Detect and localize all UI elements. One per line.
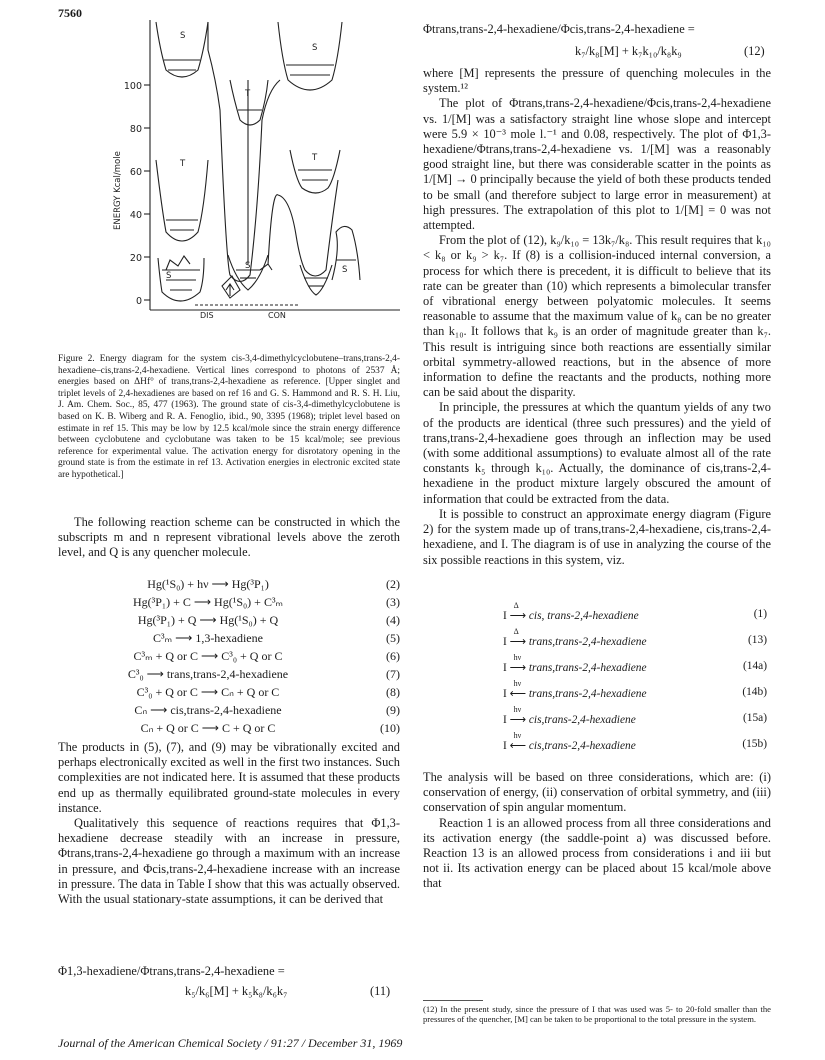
- reaction-row: I hν ⟶ trans,trans-2,4-hexadiene (14a): [503, 653, 767, 674]
- equation-11-number: (11): [370, 984, 391, 998]
- reaction-row: I hν ⟶ cis,trans-2,4-hexadiene (15a): [503, 705, 767, 726]
- equation-11-lhs: Φ1,3-hexadiene/Φtrans,trans-2,4-hexadiene =: [58, 964, 285, 978]
- paragraph: The following reaction scheme can be constructed in which the subscripts m and n represent vibrational levels above the zeroth level, and Q is any quencher molecule.: [58, 515, 400, 560]
- y-tick-label: 40: [129, 210, 142, 221]
- paragraph: The plot of Φtrans,trans-2,4-hexadiene/Φcis,trans-2,4-hexadiene vs. 1/[M] was a satisfactory straight line whose slope and intercept were 5.9 × 10⁻³ mole l.⁻¹ and 0.08, respectively. The plot of Φ1,3-hexadiene/Φtrans,trans-2,4-hexadiene vs. 1/[M] was a reasonably good straight line, but there was considerable scatter in the points as 1/[M] → 0 principally because the yield of both these products tended to be small (and therefore subject to large error in measurement) at high pressures. The extrapolation of this plot to 1/[M] = 0 was not attempted.: [423, 96, 771, 233]
- y-tick-label: 100: [123, 81, 142, 92]
- y-tick-label: 60: [129, 167, 142, 178]
- journal-footer: Journal of the American Chemical Society / 91:27 / December 31, 1969: [58, 1036, 403, 1050]
- reaction-row: I hν ⟵ cis,trans-2,4-hexadiene (15b): [503, 731, 767, 752]
- reaction-row: I Δ ⟶ trans,trans-2,4-hexadiene (13): [503, 627, 767, 648]
- figure-caption: Figure 2. Energy diagram for the system cis-3,4-dimethylcyclobutene–trans,trans-2,4-hexadiene–cis,trans-2,4-hexadiene. Vertical lines correspond to photons of 2537 Å; energies based on ΔHf° of trans,trans-2,4-hexadiene as reference. [Upper singlet and triplet levels of 2,4-hexadienes are based on ref 16 and G. S. Hammond and R. S. H. Liu, J. Am. Chem. Soc., 85, 477 (1963). The ground state of cis-3,4-dimethylcyclobutene is based on K. B. Wiberg and R. A. Fenoglio, ibid., 90, 3395 (1968); triplet level based on estimate in ref 15. This may be low by 12.5 kcal/mole since the strain energy difference between cyclobutene and cyclobutane was taken to be 15 kcal/mole; see previous reference for experimental value. The activation energy for disrotatory opening in the ground state is from the estimate in ref 13. Activation energies in electronic excited state are hypothetical.]: [58, 354, 400, 480]
- left-column: [58, 515, 400, 561]
- equation: C³₀ + Q or C ⟶ Cₙ + Q or C (8): [136, 685, 400, 699]
- state-label: S: [245, 261, 251, 271]
- left-column-lower: [58, 740, 400, 907]
- paragraph: From the plot of (12), k₉/k₁₀ = 13k₇/k₈. This result requires that k₁₀ < k₈ or k₉ > k₇. If (8) is a collision-induced internal conversion, a process for which there is precedent, it is difficult to believe that its rate can be greater than (10) which represents a bimolecular transfer of vibrational energy between polyatomic molecules. It seems reasonable to assume that the maximum value of k₈ can be no greater than k₁₀. It follows that k₉ is an order of magnitude greater than k₇. This result is intriguing since both reactions are essentially similar orbital symmetry-allowed reactions, but in the absence of more information to define the reactants and the products, nothing more can be said about the disparity.: [423, 233, 771, 400]
- footnote-rule: [423, 1000, 483, 1001]
- state-label: S: [180, 31, 186, 41]
- reaction-row: I hν ⟵ trans,trans-2,4-hexadiene (14b): [503, 679, 767, 700]
- reaction-row: I Δ ⟶ cis, trans-2,4-hexadiene (1): [503, 601, 767, 622]
- y-axis-label: ENERGY Kcal/mole: [113, 151, 123, 230]
- footnote: (12) In the present study, since the pressure of I that was used was 5- to 20-fold smaller than the pressures of the quencher, [M] can be taken to be proportional to the total pressure in the system.: [423, 1004, 771, 1025]
- right-column: [423, 66, 771, 568]
- equation-12-rhs: k₇/k₈[M] + k₇k₁₀/k₈k₉: [575, 44, 682, 58]
- equation-12-lhs: Φtrans,trans-2,4-hexadiene/Φcis,trans-2,4-hexadiene =: [423, 22, 695, 36]
- state-label: T: [180, 159, 186, 169]
- equation: Cₙ + Q or C ⟶ C + Q or C (10): [140, 721, 400, 735]
- paragraph: It is possible to construct an approximate energy diagram (Figure 2) for the system made up of trans,trans-2,4-hexadiene, cis,trans-2,4-hexadiene, and I. The diagram is of use in analyzing the course of the six possible reactions in this system, viz.: [423, 506, 771, 567]
- equation: C³₀ ⟶ trans,trans-2,4-hexadiene (7): [127, 667, 400, 681]
- paragraph: In principle, the pressures at which the quantum yields of any two of the products are identical (three such pressures) and the yield of trans,trans-2,4-hexadiene goes through an inflection may be used (with some additional assumptions) to evaluate almost all of the rate constants k₅ through k₁₀. Actually, the dominance of cis,trans-2,4-hexadiene in the product mixture largely obscured the amount of information that could be extracted from the data.: [423, 400, 771, 506]
- y-tick-label: 80: [129, 124, 142, 135]
- state-label: S: [312, 43, 318, 53]
- page-number: 7560: [58, 6, 82, 20]
- paragraph: where [M] represents the pressure of quenching molecules in the system.¹²: [423, 66, 771, 96]
- paragraph: The products in (5), (7), and (9) may be vibrationally excited and perhaps electronically excited as well in the first two instances. Such complexities are not indicated here. It is assumed that these products end up as thermally equilibrated ground-state molecules in every instance.: [58, 740, 400, 815]
- paragraph: Qualitatively this sequence of reactions requires that Φ1,3-hexadiene decrease steadily with an increase in pressure, Φtrans,trans-2,4-hexadiene go through a maximum with an increase in pressure, and Φcis,trans-2,4-hexadiene increase with an increase in pressure. The data in Table I show that this was actually observed. With the usual stationary-state assumptions, it can be derived that: [58, 816, 400, 907]
- x-axis-label: CON: [268, 311, 286, 320]
- paragraph: The analysis will be based on three considerations, which are: (i) conservation of energy, (ii) conservation of orbital symmetry, and (iii) conservation of spin angular momentum.: [423, 770, 771, 815]
- y-tick-label: 20: [129, 253, 142, 264]
- right-column-lower: [423, 770, 771, 892]
- energy-diagram: [100, 20, 400, 320]
- equation: C³ₘ ⟶ 1,3-hexadiene (5): [153, 631, 400, 645]
- equation: Hg(³P₁) + C ⟶ Hg(¹S₀) + C³ₘ (3): [132, 595, 400, 609]
- equation: Cₙ ⟶ cis,trans-2,4-hexadiene (9): [134, 703, 400, 717]
- equation: C³ₘ + Q or C ⟶ C³₀ + Q or C (6): [133, 649, 400, 663]
- x-axis-label: DIS: [200, 311, 214, 320]
- equation-11-rhs: k₅/k₆[M] + k₅k₈/k₆k₇: [185, 984, 288, 998]
- state-label: T: [312, 153, 318, 163]
- state-label: T: [245, 89, 251, 99]
- y-tick-label: 0: [135, 296, 142, 307]
- equation: Hg(¹S₀) + hν ⟶ Hg(³P₁) (2): [147, 577, 400, 591]
- equation: Hg(³P₁) + Q ⟶ Hg(¹S₀) + Q (4): [137, 613, 400, 627]
- state-label: S: [342, 265, 348, 275]
- paragraph: Reaction 1 is an allowed process from all three considerations and its activation energy (the saddle-point a) was discussed before. Reaction 13 is an allowed process from considerations i and iii but not ii. Its activation energy can be placed about 15 kcal/mole above that: [423, 815, 771, 891]
- equation-12-number: (12): [744, 44, 765, 58]
- state-label: S: [166, 271, 172, 281]
